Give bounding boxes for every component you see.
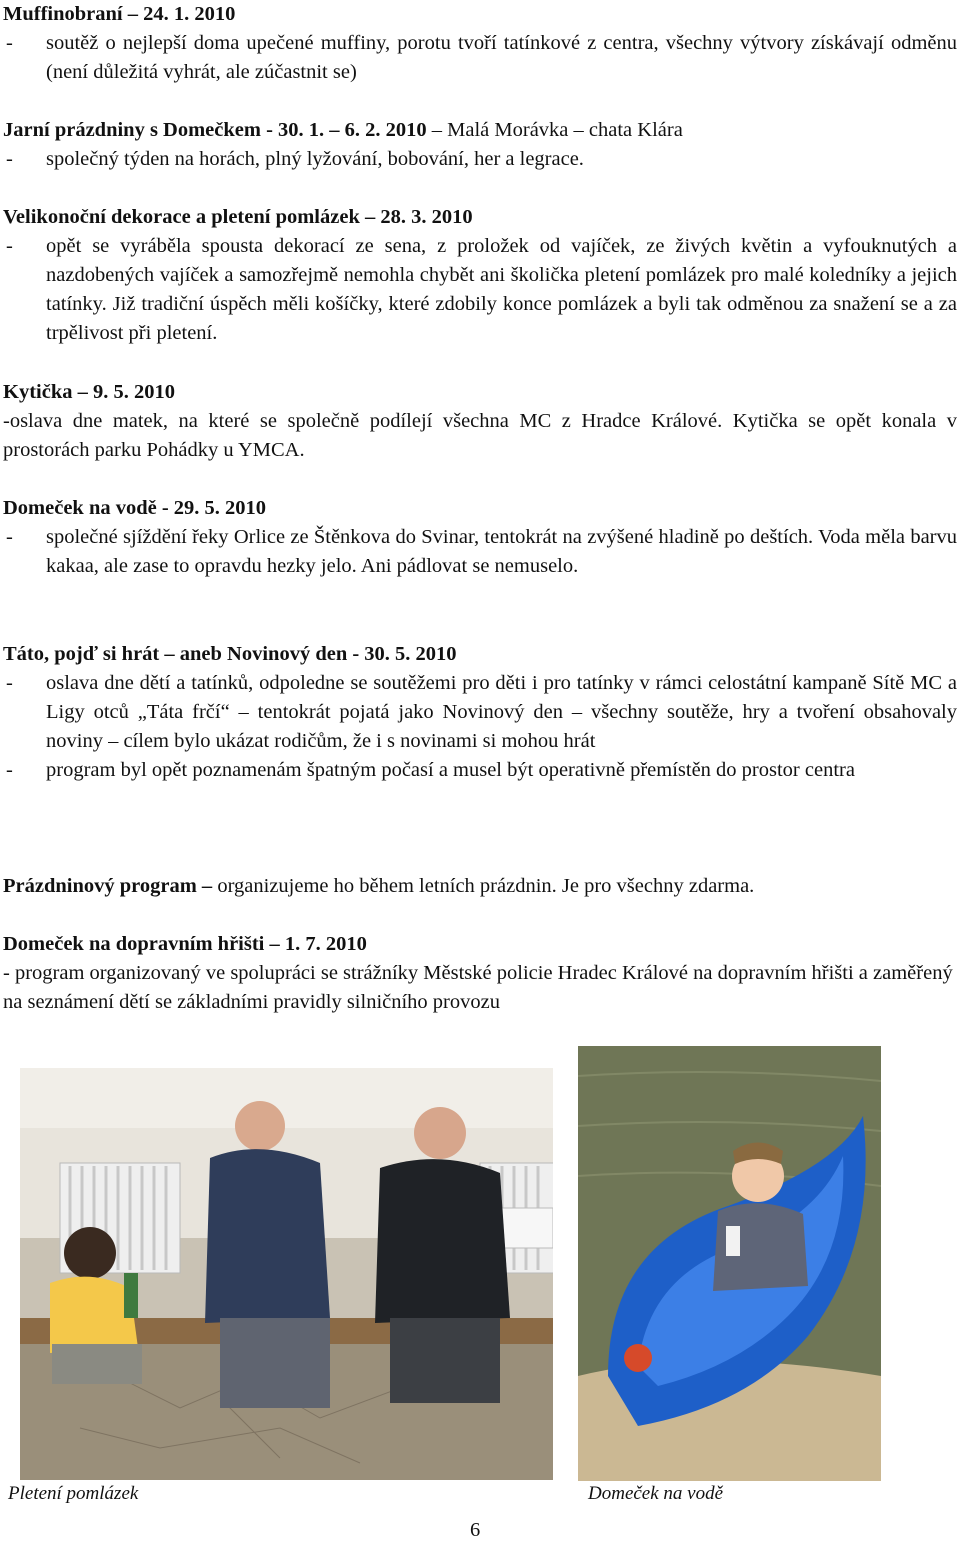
bullet-item: - opět se vyráběla spousta dekorací ze sena, z proložek od vajíček, ze živých květin a vyfouknutých a nazdobených vajíček a samozřejmě nemohla chybět ani školička pletení pomlázek pro malé koledníky a jejich tatínky. Již tradiční úspěch měli košíčky, které zdobily konce pomlázek a byli tak odměnou za snažení se a za trpělivost při pletení. xyxy=(6,235,957,344)
canoe-photo-icon xyxy=(578,1046,881,1481)
photo-caption: Domeček na vodě xyxy=(588,1483,724,1504)
section-jarni-prazdniny xyxy=(3,116,957,174)
section-heading: Prázdninový program – organizujeme ho během letních prázdnin. Je pro všechny zdarma. xyxy=(3,875,755,897)
section-dopravni-hriste xyxy=(3,930,957,1017)
page-number: 6 xyxy=(470,1519,481,1541)
section-heading: Jarní prázdniny s Domečkem - 30. 1. – 6. 2. 2010 – Malá Morávka – chata Klára xyxy=(3,119,683,141)
section-muffinobrani xyxy=(3,0,957,87)
bullet-item: - společný týden na horách, plný lyžování, bobování, her a legrace. xyxy=(6,148,584,170)
photo-pleteni-pomlazek xyxy=(20,1068,553,1480)
section-kyticka xyxy=(3,378,957,465)
section-novinovy-den xyxy=(3,640,957,785)
section-velikonocni-dekorace xyxy=(3,203,957,348)
section-heading: Domeček na dopravním hřišti – 1. 7. 2010 xyxy=(3,933,367,955)
bullet-item: - program byl opět poznamenám špatným počasí a musel být operativně přemístěn do prostor centra xyxy=(6,759,855,781)
bullet-item: - soutěž o nejlepší doma upečené muffiny, porotu tvoří tatínkové z centra, všechny výtvory získávají odměnu (není důležitá vyhrát, ale zúčastnit se) xyxy=(6,32,957,83)
bullet-item: - oslava dne dětí a tatínků, odpoledne se soutěžemi pro děti i pro tatínky v rámci celostátní kampaně Sítě MC a Ligy otců „Táta frčí“ – tentokrát pojatá jako Novinový den – všechny soutěže, hry a tvoření obsahovaly noviny – cílem bylo ukázat rodičům, že i s novinami si mohou hrát xyxy=(6,672,957,752)
section-domecek-na-vode xyxy=(3,494,957,581)
photo-caption: Pletení pomlázek xyxy=(8,1483,139,1504)
section-heading: Táto, pojď si hrát – aneb Novinový den - 30. 5. 2010 xyxy=(3,643,457,665)
section-prazdninovy-program xyxy=(3,872,957,901)
section-text: - program organizovaný ve spolupráci se strážníky Městské policie Hradec Králové na dopravním hřišti a zaměřený na seznámení dětí se základními pravidly silničního provozu xyxy=(3,962,953,1013)
section-heading: Muffinobraní – 24. 1. 2010 xyxy=(3,3,236,25)
section-heading: Kytička – 9. 5. 2010 xyxy=(3,381,175,403)
section-heading: Domeček na vodě - 29. 5. 2010 xyxy=(3,497,267,519)
photo-domecek-na-vode xyxy=(578,1046,881,1481)
section-heading: Velikonoční dekorace a pletení pomlázek – 28. 3. 2010 xyxy=(3,206,473,228)
section-text: -oslava dne matek, na které se společně podílejí všechna MC z Hradce Králové. Kytička se opět konala v prostorách parku Pohádky u YMCA. xyxy=(3,410,957,461)
workshop-photo-icon xyxy=(20,1068,553,1480)
bullet-item: - společné sjíždění řeky Orlice ze Štěnkova do Svinar, tentokrát na zvýšené hladině po deštích. Voda měla barvu kakaa, ale zase to opravdu hezky jelo. Ani pádlovat se nemuselo. xyxy=(6,526,957,577)
